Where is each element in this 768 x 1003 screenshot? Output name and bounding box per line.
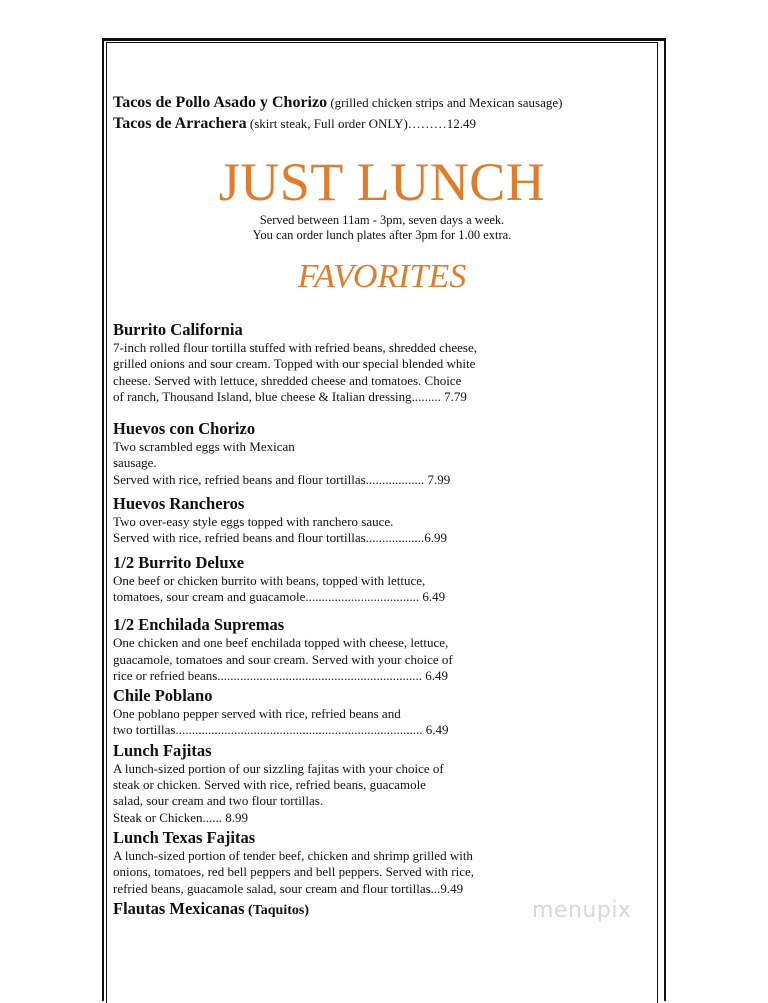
item-desc: A lunch-sized portion of our sizzling fajitas with your choice of steak or chicken. Served with rice, refried beans, guacamole salad, sour cream and two flour tortillas. Steak or Chicken...... 8.99	[113, 760, 444, 825]
menu-item	[113, 419, 513, 488]
item-desc: A lunch-sized portion of tender beef, chicken and shrimp grilled with onions, tomatoes, red bell peppers and bell peppers. Served with rice, refried beans, guacamole salad, sour cream and flour tortillas...9.49	[113, 847, 475, 896]
item-name: 1/2 Burrito Deluxe	[113, 552, 245, 572]
menu-item	[113, 899, 513, 921]
item-desc: One chicken and one beef enchilada topped with cheese, lettuce, guacamole, tomatoes and sour cream. Served with your choice of rice or refried beans............................................................... 6.49	[113, 635, 453, 683]
item-name: Lunch Fajitas	[113, 740, 212, 760]
menu-item	[113, 828, 513, 897]
item-name: Huevos Rancheros	[113, 494, 245, 514]
item-name: Tacos de Pollo Asado y Chorizo	[113, 94, 328, 111]
item-desc: 7-inch rolled flour tortilla stuffed with refried beans, shredded cheese, grilled onions and sour cream. Topped with our special blended white cheese. Served with lettuce, shredded cheese and tomatoes. Choice of ranch, Thousand Island, blue cheese & Italian dressing......... 7.79	[113, 340, 477, 404]
item-desc: One poblano pepper served with rice, refried beans and two tortillas............................................................................ 6.49	[113, 706, 449, 738]
item-name: Huevos con Chorizo	[113, 419, 256, 439]
item-name: 1/2 Enchilada Supremas	[113, 615, 285, 635]
menu-item	[113, 686, 513, 739]
lunch-hours-line: Served between 11am - 3pm, seven days a week.	[259, 213, 505, 227]
lunch-hours-note	[106, 213, 658, 243]
item-desc: Two scrambled eggs with Mexican sausage. Served with rice, refried beans and flour tortillas.................. 7.99	[113, 439, 451, 487]
menu-item	[113, 615, 513, 684]
item-name: Chile Poblano	[113, 686, 213, 706]
favorites-heading: FAVORITES	[297, 258, 467, 295]
menu-item	[113, 494, 513, 547]
item-name-suffix: (Taquitos)	[244, 902, 309, 918]
lunch-extra-line: You can order lunch plates after 3pm for 1.00 extra.	[252, 228, 512, 242]
item-name: Tacos de Arrachera	[113, 115, 247, 132]
item-name: Burrito California	[113, 320, 243, 339]
item-desc: Two over-easy style eggs topped with ranchero sauce. Served with rice, refried beans and flour tortillas..................6.99	[113, 514, 447, 546]
item-desc: One beef or chicken burrito with beans, topped with lettuce, tomatoes, sour cream and guacamole................................... 6.49	[113, 572, 446, 604]
item-name: Flautas Mexicanas	[113, 898, 245, 918]
top-items	[113, 92, 563, 134]
favorites-list	[113, 320, 513, 921]
menu-item-tacos-pollo	[113, 92, 563, 113]
menu-item-tacos-arrachera	[113, 113, 513, 134]
menu-item	[113, 320, 513, 405]
menupix-watermark: menupix	[532, 898, 632, 923]
item-desc: (grilled chicken strips and Mexican sausage)	[327, 95, 563, 110]
item-desc: (skirt steak, Full order ONLY)………12.49	[246, 116, 477, 131]
menu-item	[113, 741, 513, 826]
just-lunch-heading: JUST LUNCH	[218, 152, 546, 212]
menu-item	[113, 553, 513, 606]
item-name: Lunch Texas Fajitas	[113, 827, 256, 847]
item-name-row	[113, 899, 513, 921]
